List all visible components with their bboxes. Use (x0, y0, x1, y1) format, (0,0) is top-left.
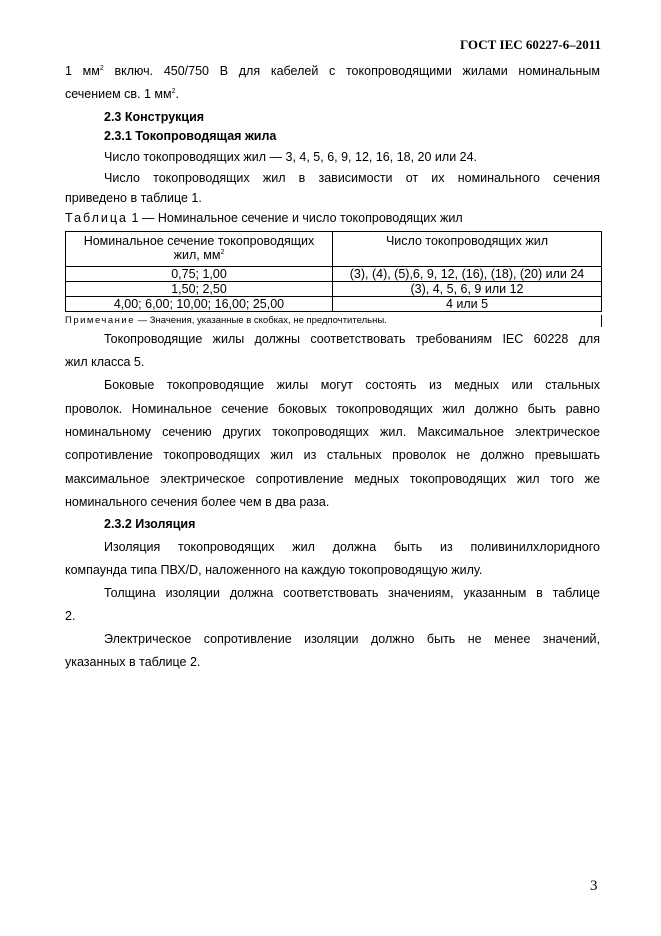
paragraph-side-conductors-line: номинального сечения более чем в два раза. (65, 495, 330, 509)
paragraph-iec-line-1: Токопроводящие жилы должны соответствовать требованиям IEC 60228 для (104, 332, 600, 346)
header-superscript: 2 (220, 249, 225, 256)
section-heading-2-3: 2.3 Конструкция (104, 110, 205, 124)
header-section-line-2: жил, мм (173, 248, 221, 262)
header-section-line-1: Номинальное сечение токопроводящих (83, 234, 315, 248)
paragraph-resistance-line-1: Электрическое сопротивление изоляции должно быть не менее значений, (104, 632, 600, 646)
table-note-text: — Значения, указанные в скобках, не предпочтительны. (135, 315, 387, 326)
table-cell-count: (3), (4), (5),6, 9, 12, (16), (18), (20) или 24 (333, 267, 602, 282)
intro-text-c: сечением св. 1 мм (65, 87, 172, 101)
table-header-section (66, 232, 333, 267)
paragraph-side-conductors-line: номинальному сечению других токопроводящих жил. Максимальное электрическое (65, 425, 600, 439)
table-header-row (66, 232, 602, 267)
paragraph-side-conductors-line: Боковые токопроводящие жилы могут состоять из медных или стальных (104, 378, 600, 392)
paragraph-table-ref-line-1: Число токопроводящих жил в зависимости от их номинального сечения (104, 171, 600, 185)
section-heading-2-3-1: 2.3.1 Токопроводящая жила (104, 129, 277, 143)
paragraph-side-conductors-line: максимальное электрическое сопротивление медных токопроводящих жил того же (65, 472, 600, 486)
intro-text-a: 1 мм (65, 64, 100, 78)
table-caption (65, 211, 600, 225)
intro-superscript: 2 (99, 65, 104, 72)
table-cell-section: 0,75; 1,00 (66, 267, 333, 282)
paragraph-table-ref-line-2: приведено в таблице 1. (65, 191, 202, 205)
conductor-table (65, 231, 602, 312)
table-cell-count: 4 или 5 (333, 297, 602, 312)
table-cell-section: 1,50; 2,50 (66, 282, 333, 297)
intro-line-1 (65, 64, 600, 78)
paragraph-iec-line-2: жил класса 5. (65, 355, 145, 369)
intro-text-d: . (175, 87, 179, 101)
table-caption-word: Таблица (65, 211, 129, 225)
paragraph-thickness-line-1: Толщина изоляции должна соответствовать значениям, указанным в таблице (104, 586, 600, 600)
paragraph-conductor-count: Число токопроводящих жил — 3, 4, 5, 6, 9, 12, 16, 18, 20 или 24. (104, 150, 478, 164)
intro-line-2 (65, 87, 600, 101)
table-row (66, 282, 602, 297)
intro-text-b: включ. 450/750 В для кабелей с токопроводящими жилами номинальным (103, 64, 600, 78)
table-note (65, 315, 602, 327)
paragraph-insulation-line-2: компаунда типа ПВХ/D, наложенного на каждую токопроводящую жилу. (65, 563, 483, 577)
paragraph-insulation-line-1: Изоляция токопроводящих жил должна быть из поливинилхлоридного (104, 540, 600, 554)
table-caption-text: 1 — Номинальное сечение и число токопроводящих жил (128, 211, 463, 225)
intro-superscript-2: 2 (171, 88, 176, 95)
table-row (66, 297, 602, 312)
section-heading-2-3-2: 2.3.2 Изоляция (104, 517, 196, 531)
table-cell-count: (3), 4, 5, 6, 9 или 12 (333, 282, 602, 297)
paragraph-resistance-line-2: указанных в таблице 2. (65, 655, 201, 669)
table-note-word: Примечание (65, 315, 135, 326)
table-header-count: Число токопроводящих жил (333, 232, 602, 267)
paragraph-thickness-line-2: 2. (65, 609, 76, 623)
table-cell-section: 4,00; 6,00; 10,00; 16,00; 25,00 (66, 297, 333, 312)
paragraph-side-conductors-line: сопротивление токопроводящих жил из стальных проволок не должно превышать (65, 448, 600, 462)
page-number: 3 (590, 878, 598, 894)
paragraph-side-conductors-line: проволок. Номинальное сечение боковых токопроводящих жил должно быть равно (65, 402, 600, 416)
table-row (66, 267, 602, 282)
document-header: ГОСТ IEC 60227-6–2011 (459, 37, 601, 52)
